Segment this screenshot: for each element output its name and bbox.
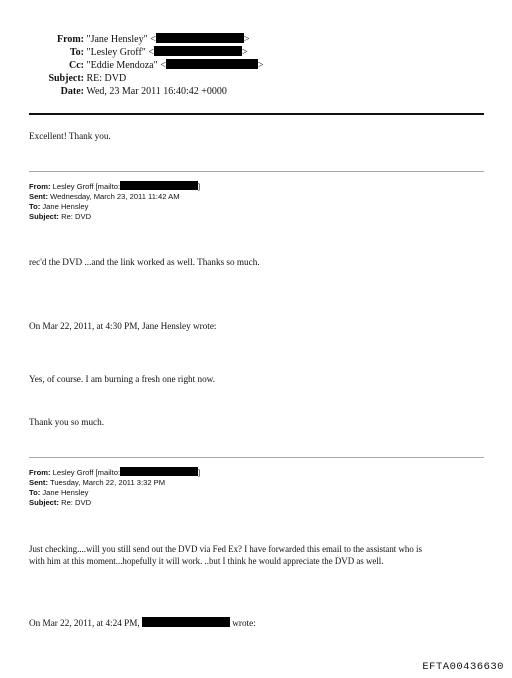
redaction-bar	[156, 33, 244, 43]
email-header-date	[0, 85, 227, 98]
cc-value: "Eddie Mendoza" <	[86, 60, 166, 71]
from-value: "Jane Hensley" <	[86, 34, 156, 45]
quoted-to-value: Jane Hensley	[42, 488, 89, 497]
quoted-subject-value: Re: DVD	[61, 498, 92, 507]
wrote-line-1: On Mar 22, 2011, at 4:30 PM, Jane Hensley wrote:	[29, 321, 217, 331]
quoted-to-line	[29, 202, 200, 212]
message-1: rec'd the DVD ...and the link worked as well. Thanks so much.	[29, 257, 260, 267]
redaction-bar	[120, 467, 201, 477]
redaction-bar	[142, 617, 230, 627]
quoted-from-label: From:	[29, 182, 51, 191]
quoted-to-label: To:	[29, 202, 41, 211]
quoted-subject-line	[29, 498, 200, 508]
quoted-from-line	[29, 467, 200, 478]
quoted-close: ]	[198, 468, 201, 477]
message-3: Thank you so much.	[29, 417, 105, 427]
wrote-line-2	[29, 617, 256, 629]
quote-divider	[29, 457, 484, 458]
email-header-cc	[0, 59, 263, 72]
from-label: From:	[56, 34, 84, 45]
subject-label: Subject:	[48, 73, 84, 84]
email-header-to	[0, 46, 248, 59]
quoted-subject-line	[29, 212, 200, 222]
quoted-header-2	[29, 467, 200, 508]
to-value: "Lesley Groff" <	[86, 47, 154, 58]
close-bracket: >	[257, 60, 264, 71]
message-4-line-2: with him at this moment...hopefully it will work. ..but I think he would appreciate the DVD as well.	[29, 556, 384, 566]
redaction-bar	[166, 59, 258, 69]
quoted-sent-value: Tuesday, March 22, 2011 3:32 PM	[49, 478, 166, 487]
to-label: To:	[69, 47, 84, 58]
quoted-sent-label: Sent:	[29, 478, 48, 487]
subject-value: RE: DVD	[86, 73, 127, 84]
quoted-to-line	[29, 488, 200, 498]
header-divider	[29, 113, 484, 115]
quoted-sent-line	[29, 192, 200, 202]
cc-label: Cc:	[69, 60, 84, 71]
reply-text: Excellent! Thank you.	[29, 131, 111, 141]
quoted-subject-label: Subject:	[29, 212, 59, 221]
message-2: Yes, of course. I am burning a fresh one right now.	[29, 374, 216, 384]
date-label: Date:	[60, 86, 84, 97]
quoted-close: ]	[198, 182, 201, 191]
document-id: EFTA00436630	[422, 661, 504, 673]
email-header-from	[0, 33, 249, 46]
quoted-sent-value: Wednesday, March 23, 2011 11:42 AM	[50, 192, 180, 201]
quoted-sent-label: Sent:	[29, 192, 48, 201]
quoted-subject-label: Subject:	[29, 498, 59, 507]
close-bracket: >	[243, 34, 250, 45]
quoted-subject-value: Re: DVD	[61, 212, 92, 221]
redaction-bar	[154, 46, 242, 56]
quoted-sent-line	[29, 478, 200, 488]
wrote-prefix: On Mar 22, 2011, at 4:24 PM,	[29, 618, 140, 628]
date-value: Wed, 23 Mar 2011 16:40:42 +0000	[86, 86, 227, 97]
quoted-from-label: From:	[29, 468, 51, 477]
quoted-to-label: To:	[29, 488, 41, 497]
quoted-header-1	[29, 181, 200, 222]
quote-divider	[29, 171, 484, 172]
quoted-to-value: Jane Hensley	[42, 202, 89, 211]
quoted-from-value: Lesley Groff [mailto:	[52, 468, 121, 477]
quoted-from-line	[29, 181, 200, 192]
wrote-suffix: wrote:	[232, 618, 256, 628]
quoted-from-value: Lesley Groff [mailto:	[52, 182, 121, 191]
close-bracket: >	[242, 47, 248, 58]
email-header-subject	[0, 72, 126, 85]
redaction-bar	[120, 181, 201, 191]
message-4-line-1: Just checking....will you still send out the DVD via Fed Ex? I have forwarded this email to the assistant who is	[29, 544, 422, 554]
